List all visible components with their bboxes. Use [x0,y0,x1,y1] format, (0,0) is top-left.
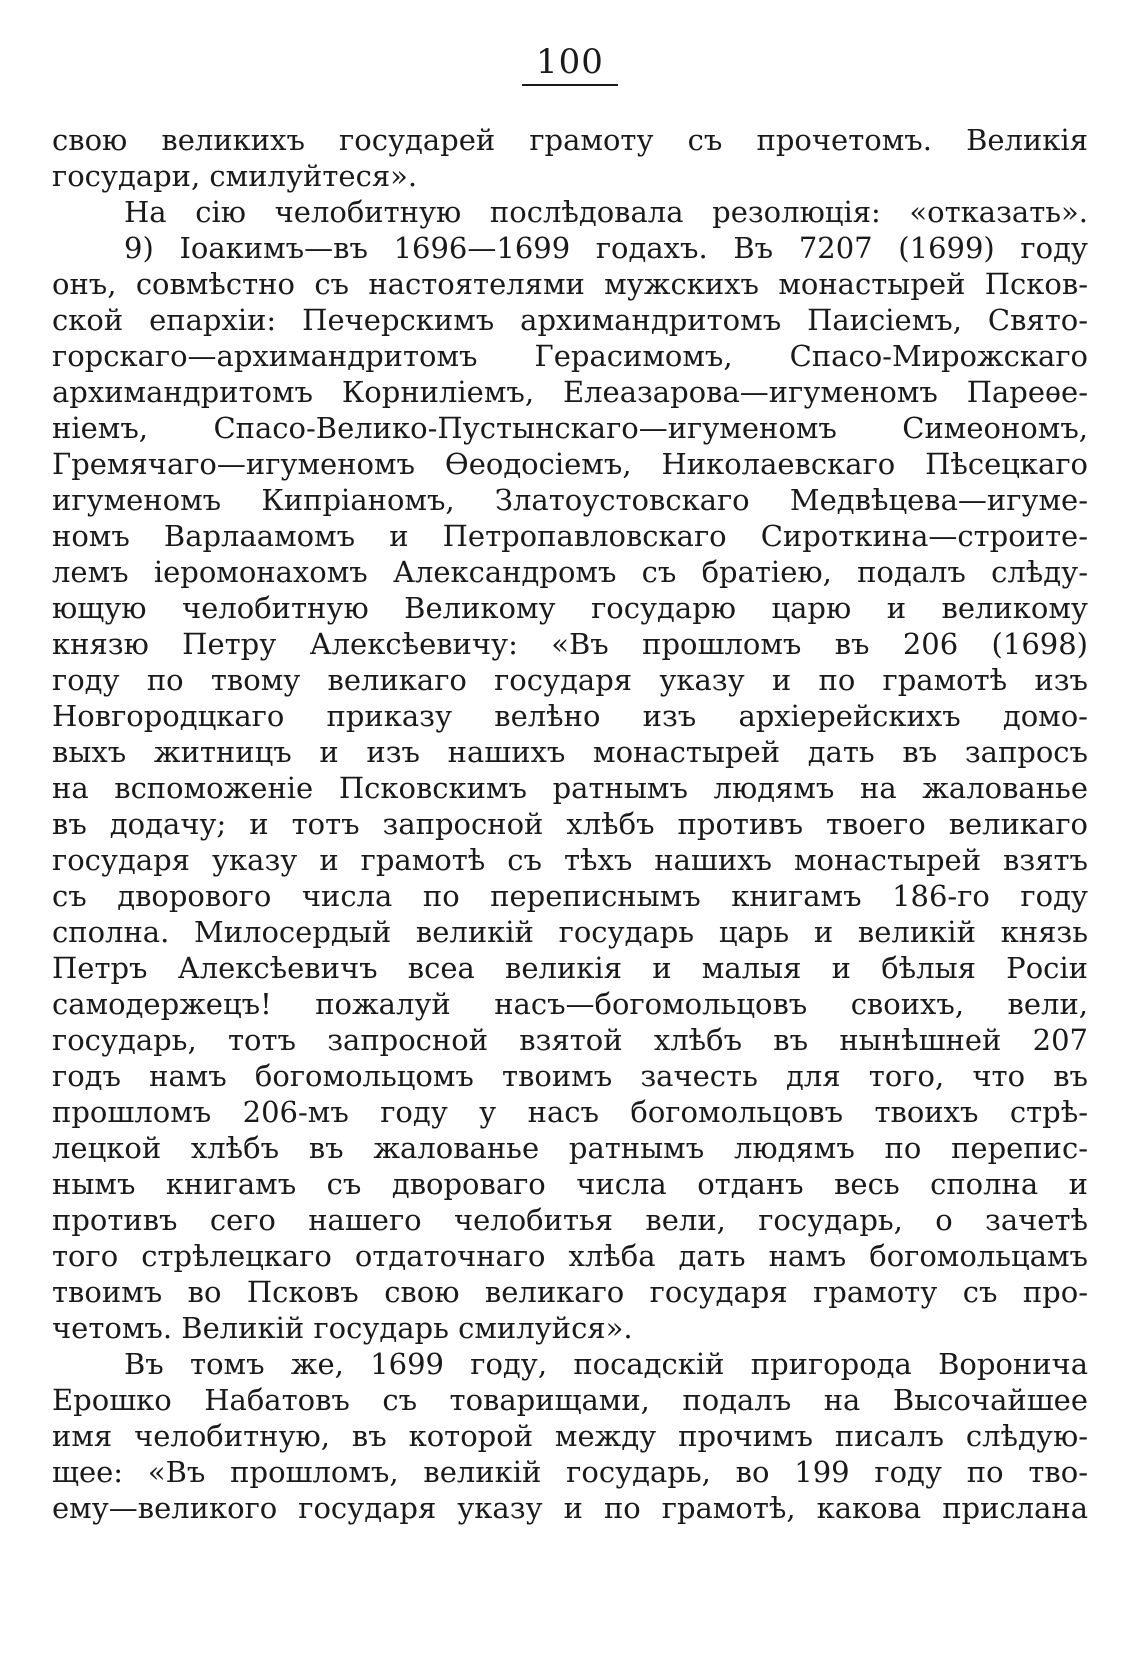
text-line: горскаго—архимандритомъ Герасимомъ, Спасо-Мирожскаго [52,339,1088,373]
text-line: Петръ Алексѣевичъ всеа великія и малыя и бѣлыя Росіи [52,951,1088,985]
text-line: имя челобитную, въ которой между прочимъ писалъ слѣдую- [52,1419,1088,1453]
text-line: выхъ житницъ и изъ нашихъ монастырей дать въ запросъ [52,735,1088,769]
text-line: ющую челобитную Великому государю царю и великому [52,591,1088,625]
text-line: ской епархіи: Печерскимъ архимандритомъ Паисіемъ, Свято- [52,303,1088,337]
text-line: ніемъ, Спасо-Велико-Пустынскаго—игуменомъ Симеономъ, [52,411,1088,445]
text-line: щее: «Въ прошломъ, великій государь, во 199 году по тво- [52,1455,1088,1489]
text-line: Гремячаго—игуменомъ Ѳеодосіемъ, Николаевскаго Пѣсецкаго [52,447,1088,481]
page-number [0,42,1140,86]
text-line: нымъ книгамъ съ двороваго числа отданъ весь сполна и [52,1167,1088,1201]
text-line: князю Петру Алексѣевичу: «Въ прошломъ въ 206 (1698) [52,627,1088,661]
text-line: сполна. Милосердый великій государь царь и великій князь [52,915,1088,949]
text-line: государь, тотъ запросной взятой хлѣбъ въ нынѣшней 207 [52,1023,1088,1057]
text-line: годъ намъ богомольцомъ твоимъ зачесть для того, что въ [52,1059,1088,1093]
text-line: На сію челобитную послѣдовала резолюція: «отказать». [124,195,1088,229]
text-line: съ дворового числа по переписнымъ книгамъ 186-го году [52,879,1088,913]
text-line: архимандритомъ Корниліемъ, Елеазарова—игуменомъ Пареѳе- [52,375,1088,409]
text-line: на вспоможеніе Псковскимъ ратнымъ людямъ на жалованье [52,771,1088,805]
page-number-text: 100 [522,42,618,86]
text-line: твоимъ во Псковъ свою великаго государя грамоту съ про- [52,1275,1088,1309]
text-line: онъ, совмѣстно съ настоятелями мужскихъ монастырей Псков- [52,267,1088,301]
text-line: Новгородцкаго приказу велѣно изъ архіерейскихъ домо- [52,699,1088,733]
text-line: государи, смилуйтеся». [52,159,418,193]
text-line: въ додачу; и тотъ запросной хлѣбъ противъ твоего великаго [52,807,1088,841]
text-line: свою великихъ государей грамоту съ прочетомъ. Великія [52,123,1088,157]
text-line: году по твому великаго государя указу и по грамотѣ изъ [52,663,1088,697]
text-line: номъ Варлаамомъ и Петропавловскаго Сироткина—строите- [52,519,1088,553]
text-line: самодержецъ! пожалуй насъ—богомольцовъ своихъ, вели, [52,987,1088,1021]
text-line: противъ сего нашего челобитья вели, государь, о зачетѣ [52,1203,1088,1237]
body-text [52,122,1088,1526]
text-line: Въ томъ же, 1699 году, посадскій пригорода Воронича [124,1347,1088,1381]
text-line: игуменомъ Кипріаномъ, Златоустовскаго Медвѣцева—игуме- [52,483,1088,517]
text-line: того стрѣлецкаго отдаточнаго хлѣба дать намъ богомольцамъ [52,1239,1088,1273]
text-line: ему—великого государя указу и по грамотѣ, какова прислана [52,1491,1088,1525]
text-line: государя указу и грамотѣ съ тѣхъ нашихъ монастырей взятъ [52,843,1088,877]
text-line: четомъ. Великій государь смилуйся». [52,1311,633,1345]
text-line: лемъ іеромонахомъ Александромъ съ братіею, подалъ слѣду- [52,555,1088,589]
text-line: Ерошко Набатовъ съ товарищами, подалъ на Высочайшее [52,1383,1088,1417]
text-line: 9) Іоакимъ—въ 1696—1699 годахъ. Въ 7207 (1699) году [124,231,1088,265]
text-line: прошломъ 206-мъ году у насъ богомольцовъ твоихъ стрѣ- [52,1095,1088,1129]
text-line: лецкой хлѣбъ въ жалованье ратнымъ людямъ по перепис- [52,1131,1088,1165]
